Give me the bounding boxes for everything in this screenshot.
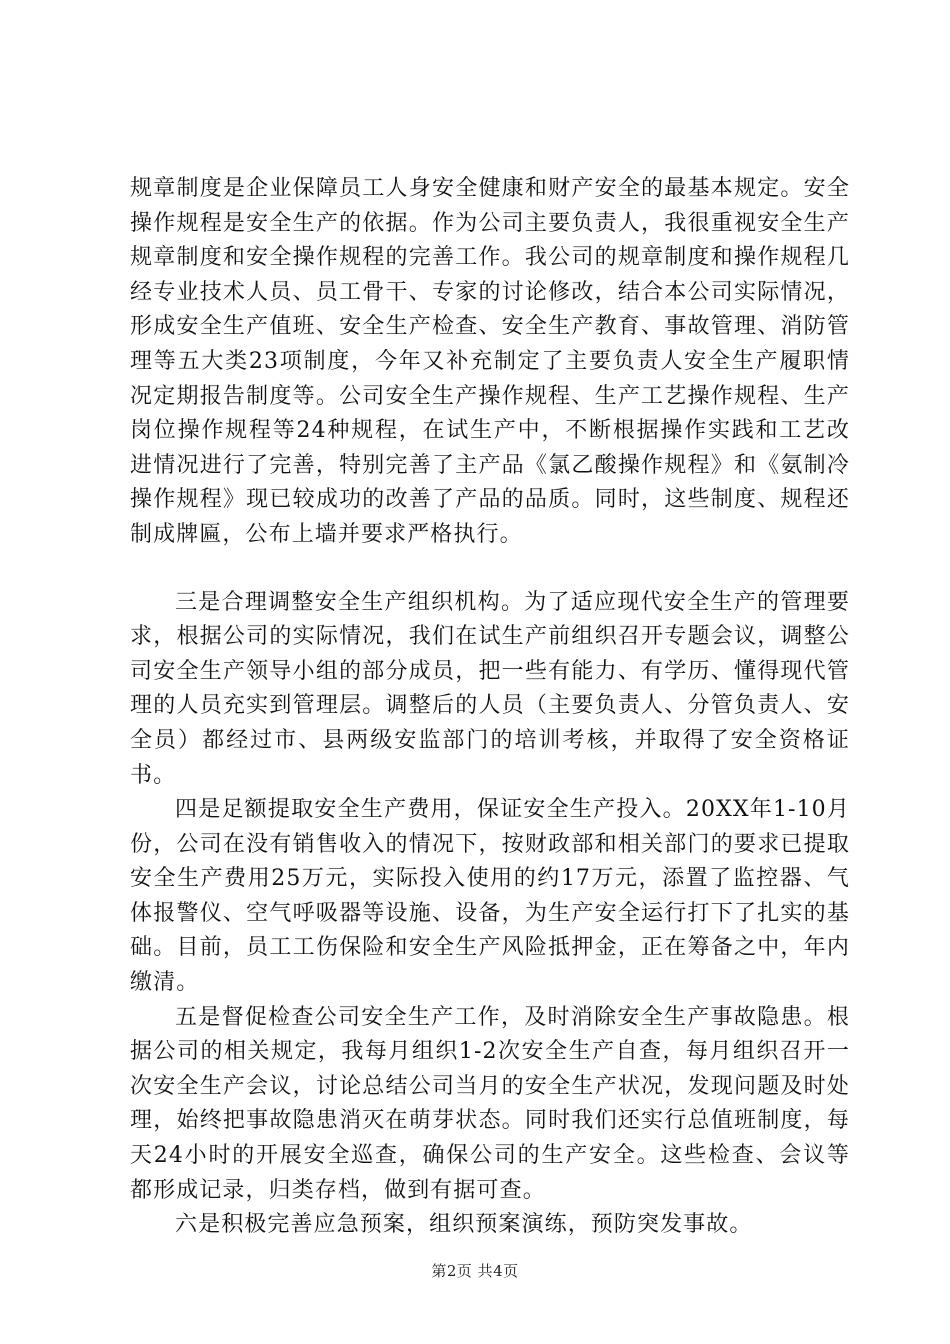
document-body [130,172,850,1243]
paragraph-emergency: 六是积极完善应急预案，组织预案演练，预防突发事故。 [175,1212,753,1238]
page-number-footer: 第2页 共4页 [431,1262,519,1280]
paragraph-regulations: 规章制度是企业保障员工人身安全健康和财产安全的最基本规定。安全操作规程是安全生产的依据。作为公司主要负责人，我很重视安全生产规章制度和安全操作规程的完善工作。我公司的规章制度和操作规程几经专业技术人员、员工骨干、专家的讨论修改，结合本公司实际情况，形成安全生产值班、安全生产检查、安全生产教育、事故管理、消防管理等五大类23项制度，今年又补充制定了主要负责人安全生产履职情况定期报告制度等。公司安全生产操作规程、生产工艺操作规程、生产岗位操作规程等24种规程，在试生产中，不断根据操作实践和工艺改进情况进行了完善，特别完善了主产品《氯乙酸操作规程》和《氨制冷操作规程》现已较成功的改善了产品的品质。同时，这些制度、规程还制成牌匾，公布上墙并要求严格执行。 [130,176,850,547]
paragraph-inspection: 五是督促检查公司安全生产工作，及时消除安全生产事故隐患。根据公司的相关规定，我每月组织1-2次安全生产自查，每月组织召开一次安全生产会议，讨论总结公司当月的安全生产状况，发现问题及时处理，始终把事故隐患消灭在萌芽状态。同时我们还实行总值班制度，每天24小时的开展安全巡查，确保公司的生产安全。这些检查、会议等都形成记录，归类存档，做到有据可查。 [130,1004,850,1203]
paragraph-funding: 四是足额提取安全生产费用，保证安全生产投入。20XX年1-10月份，公司在没有销售收入的情况下，按财政部和相关部门的要求已提取安全生产费用25万元，实际投入使用的约17万元，添置了监控器、气体报警仪、空气呼吸器等设施、设备，为生产安全运行打下了扎实的基础。目前，员工工伤保险和安全生产风险抵押金，正在筹备之中，年内缴清。 [130,797,850,996]
paragraph-organization: 三是合理调整安全生产组织机构。为了适应现代安全生产的管理要求，根据公司的实际情况，我们在试生产前组织召开专题会议，调整公司安全生产领导小组的部分成员，把一些有能力、有学历、懂得现代管理的人员充实到管理层。调整后的人员（主要负责人、分管负责人、安全员）都经过市、县两级安监部门的培训考核，并取得了安全资格证书。 [130,589,850,788]
